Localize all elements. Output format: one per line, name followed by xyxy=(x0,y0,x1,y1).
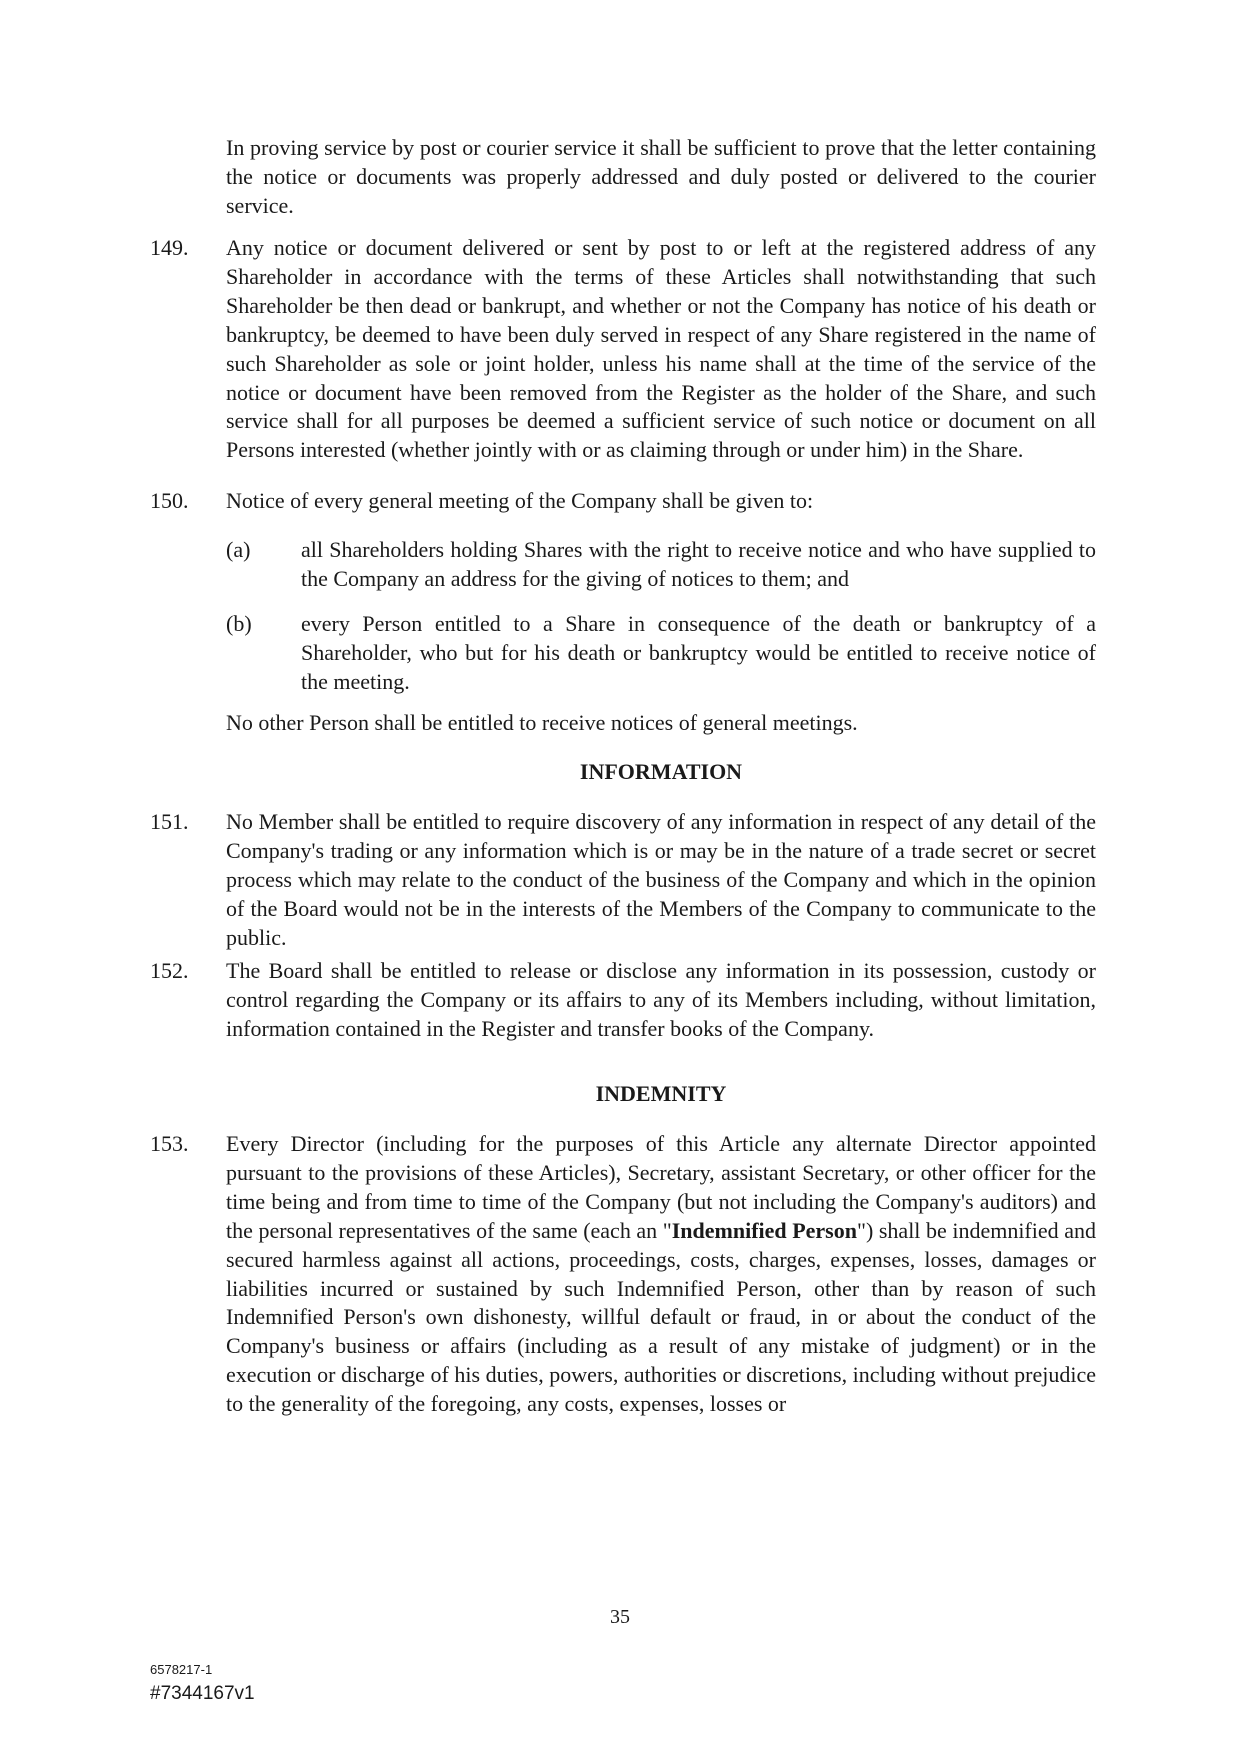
clause-number: 151. xyxy=(150,809,189,834)
document-reference: 6578217-1 xyxy=(150,1662,213,1677)
clause-150-item-a xyxy=(226,536,1096,594)
item-text: every Person entitled to a Share in consequence of the death or bankruptcy of a Shareholder, who but for his death or bankruptcy would be entitled to receive notice of the meeting. xyxy=(301,611,1096,694)
page-number: 35 xyxy=(610,1606,630,1628)
heading-indemnity: INDEMNITY xyxy=(595,1081,727,1106)
clause-number: 153. xyxy=(150,1131,189,1156)
item-letter: (b) xyxy=(226,611,252,636)
heading-information: INFORMATION xyxy=(579,759,743,784)
clause-text xyxy=(226,1130,1096,1419)
clause-text: The Board shall be entitled to release or disclose any information in its possession, custody or control regarding the Company or its affairs to any of its Members including, without limitation, information contained in the Register and transfer books of the Company. xyxy=(226,958,1096,1041)
clause-text: Any notice or document delivered or sent by post to or left at the registered address of any Shareholder in accordance with the terms of these Articles shall notwithstanding that such Shareholder be then dead or bankrupt, and whether or not the Company has notice of his death or bankruptcy, be deemed to have been duly served in respect of any Share registered in the name of such Shareholder as sole or joint holder, unless his name shall at the time of the service of the notice or document have been removed from the Register as the holder of the Share, and such service shall for all purposes be deemed a sufficient service of such notice or document on all Persons interested (whether jointly with or as claiming through or under him) in the Share. xyxy=(226,235,1096,463)
clause-number: 150. xyxy=(150,488,189,513)
clause-number: 152. xyxy=(150,958,189,983)
defined-term: Indemnified Person xyxy=(671,1217,857,1243)
item-text: all Shareholders holding Shares with the right to receive notice and who have supplied to the Company an address for the giving of notices to them; and xyxy=(301,537,1096,591)
clause-150-closing: No other Person shall be entitled to receive notices of general meetings. xyxy=(226,710,858,735)
intro-paragraph: In proving service by post or courier service it shall be sufficient to prove that the letter containing the notice or documents was properly addressed and duly posted or delivered to the courier service. xyxy=(226,135,1096,218)
clause-text: Notice of every general meeting of the Company shall be given to: xyxy=(226,488,814,513)
clause-150 xyxy=(150,487,1096,516)
clause-152 xyxy=(150,957,1096,1044)
clause-number: 149. xyxy=(150,235,189,260)
clause-153 xyxy=(150,1130,1096,1419)
clause-151 xyxy=(150,808,1096,953)
clause-text-part: ") shall be indemnified and secured harmless against all actions, proceedings, costs, charges, expenses, losses, damages or liabilities incurred or sustained by such Indemnified Person, other than by reason of such Indemnified Person's own dishonesty, willful default or fraud, in or about the conduct of the Company's business or affairs (including as a result of any mistake of judgment) or in the execution or discharge of his duties, powers, authorities or discretions, including without prejudice to the generality of the foregoing, any costs, expenses, losses or xyxy=(226,1217,1096,1417)
document-version: #7344167v1 xyxy=(150,1683,255,1704)
clause-text: No Member shall be entitled to require discovery of any information in respect of any detail of the Company's trading or any information which is or may be in the nature of a trade secret or secret process which may relate to the conduct of the business of the Company and which in the opinion of the Board would not be in the interests of the Members of the Company to communicate to the public. xyxy=(226,809,1096,950)
clause-149 xyxy=(150,234,1096,465)
clause-150-item-b xyxy=(226,610,1096,697)
clause-text-part: Every Director (including for the purposes of this Article any alternate Director appointed pursuant to the provisions of these Articles), Secretary, assistant Secretary, or other officer for the time being and from time to time of the Company (but not including the Company's auditors) and the personal representatives of the same (each an " xyxy=(226,1131,1096,1243)
item-letter: (a) xyxy=(226,537,251,562)
